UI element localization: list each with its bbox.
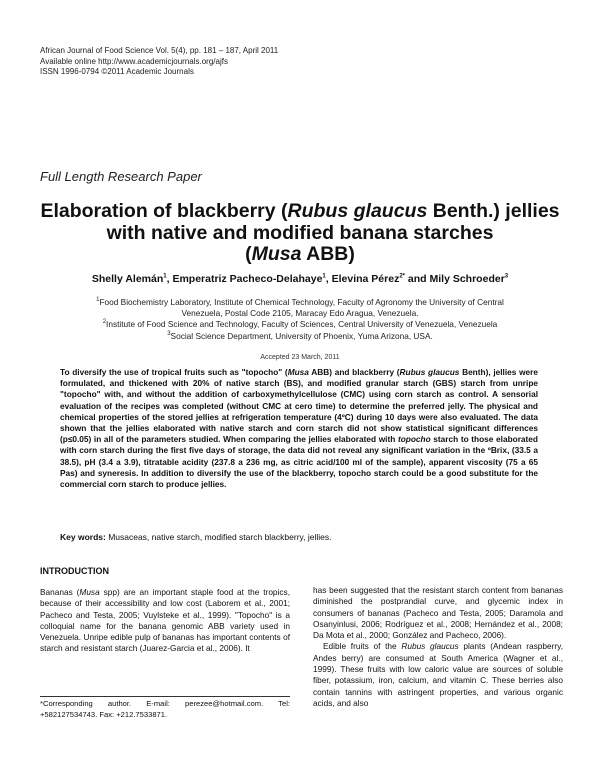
- affil-mark: 3: [167, 330, 171, 337]
- title-part: Benth.) jellies: [427, 200, 560, 222]
- body-paragraph: has been suggested that the resistant starch content from bananas diminished the postprandial curve, and glycemic index in consumers of bananas (Pacheco and Testa, 2005; Daramola and Osanyinlusi, 2006; Rodríguez et al., 2008; Hernández et al., 2008; Da Mota et al., 2000; González and Pacheco, 2006).: [313, 585, 563, 641]
- author-affil-mark: 2*: [399, 273, 405, 280]
- abstract-text: ABB) and blackberry (: [308, 367, 400, 377]
- abstract-text: Benth), jellies were formulated, and thickened with 20% of native starch (BS), and modified granular starch (GBS) starch from unripe "topocho" with, and without the addition of carboxymethylcellulose (CMC) using corn starch as control. A sensorial evaluation of the recipes was completed (without CMC at cero time) to determine the preferred jelly. The physical and chemical properties of the stored jellies at refrigeration temperature (4ºC) during 10 days were also evaluated. The data shown that the jellies elaborated with native starch and corn starch did not show statistical significant differences (p≤0.05) in all of the parameters studied. When comparing the jellies elaborated with: [60, 367, 538, 445]
- title-genus: Musa: [251, 243, 302, 265]
- keywords-text: Musaceas, native starch, modified starch blackberry, jellies.: [105, 532, 332, 542]
- body-italic: Rubus glaucus: [401, 641, 459, 652]
- affiliation-1: Food Biochemistry Laboratory, Institute of Chemical Technology, Faculty of Agronomy the University of Central: [99, 297, 504, 307]
- footnote-divider: [40, 696, 290, 697]
- body-paragraph: [313, 641, 563, 709]
- body-italic: Musa: [79, 587, 100, 597]
- left-column: [40, 587, 290, 655]
- affiliations: [55, 297, 545, 342]
- body-text: plants (Andean raspberry, Andes berry) are consumed at South America (Wagner et al., 1999). These fruits with low caloric value are sources of soluble fiber, potassium, iron, calcium, and vitamin C. These berries also contain tannins with astringent properties, and various organic acids, and also: [313, 641, 564, 708]
- abstract: [60, 367, 538, 490]
- title-species: Rubus glaucus: [287, 200, 428, 222]
- keywords-label: Key words:: [60, 532, 106, 542]
- corresponding-author-footnote: *Corresponding author. E-mail: perezee@hotmail.com. Tel: +582127534743. Fax: +212.7533871.: [40, 699, 290, 719]
- section-heading: INTRODUCTION: [40, 566, 109, 576]
- author-affil-mark: 3: [504, 273, 509, 280]
- affiliation-3: Social Science Department, University of Phoenix, Yuma Arizona, USA.: [170, 330, 433, 341]
- author-name: and Mily Schroeder: [407, 273, 505, 285]
- author-name: Elevina Pérez: [331, 273, 400, 285]
- affiliation-1-cont: Venezuela, Postal Code 2105, Maracay Edo Aragua, Venezuela.: [181, 308, 419, 319]
- affil-mark: 1: [96, 297, 100, 304]
- author-affil-mark: 1: [322, 273, 326, 280]
- journal-header: [40, 46, 278, 78]
- abstract-text: To diversify the use of tropical fruits such as "topocho" (: [60, 367, 288, 377]
- title-line: with native and modified banana starches: [106, 221, 494, 244]
- intro-paragraph: [40, 587, 290, 655]
- author-affil-mark: 1: [163, 273, 167, 280]
- title-part: ABB): [301, 243, 355, 265]
- body-text: spp) are an important staple food at the tropics, because of their accessibility and low cost (Laborem et al., 2001; Pacheco and Testa, 2005; Vuylsteke et al., 1999). "Topocho" is a colloquial name for the banana genomic ABB variety used in Venezuela. Unripe edible pulp of bananas has important contents of starch and resistant starch (Juarez-Garcia et al., 2006). It: [40, 587, 290, 654]
- abstract-text: starch to those elaborated with corn starch during the first five days of storage, the data did not reveal any significant variation in the ºBrix, (33.5 a 38.5), pH (3.4 a 3.9), titratable acidity (237.8 a 236 mg, as citric acid/100 ml of the sample), apparent viscosity (75 a 65 Pas) and syneresis. In addition to diversify the use of the blackberry, topocho starch could be a good substitute for the commercial corn starch to produce jellies.: [60, 434, 538, 490]
- abstract-italic: topocho: [397, 434, 431, 445]
- author-name: Shelly Alemán: [91, 273, 164, 285]
- journal-issn: ISSN 1996-0794 ©2011 Academic Journals: [40, 67, 194, 76]
- abstract-italic: Musa: [287, 367, 309, 377]
- right-column: [313, 585, 563, 709]
- abstract-italic: Rubus glaucus: [399, 367, 460, 377]
- journal-url: Available online http://www.academicjournals.org/ajfs: [40, 56, 228, 66]
- title-part: Elaboration of blackberry (: [40, 200, 288, 222]
- title-part: (: [245, 243, 252, 265]
- keywords: [60, 532, 538, 542]
- body-text: Edible fruits of the: [323, 641, 402, 652]
- accepted-date: Accepted 23 March, 2011: [260, 354, 340, 361]
- author-name: Emperatriz Pacheco-Delahaye: [172, 273, 323, 285]
- author-list: Shelly Alemán$^1$, Emperatriz Pacheco-Delahaye$^1$, Elevina Pérez$^{2*}$ and Mily Schroeder$^3$: [91, 273, 509, 285]
- body-text: Bananas (: [40, 587, 80, 597]
- affiliation-2: Institute of Food Science and Technology, Faculty of Sciences, Central University of Venezuela, Venezuela: [106, 319, 498, 330]
- affil-mark: 2: [102, 319, 107, 326]
- paper-type: Full Length Research Paper: [40, 169, 202, 184]
- paper-title: [30, 201, 570, 266]
- journal-citation: African Journal of Food Science Vol. 5(4), pp. 181 – 187, April 2011: [40, 46, 279, 55]
